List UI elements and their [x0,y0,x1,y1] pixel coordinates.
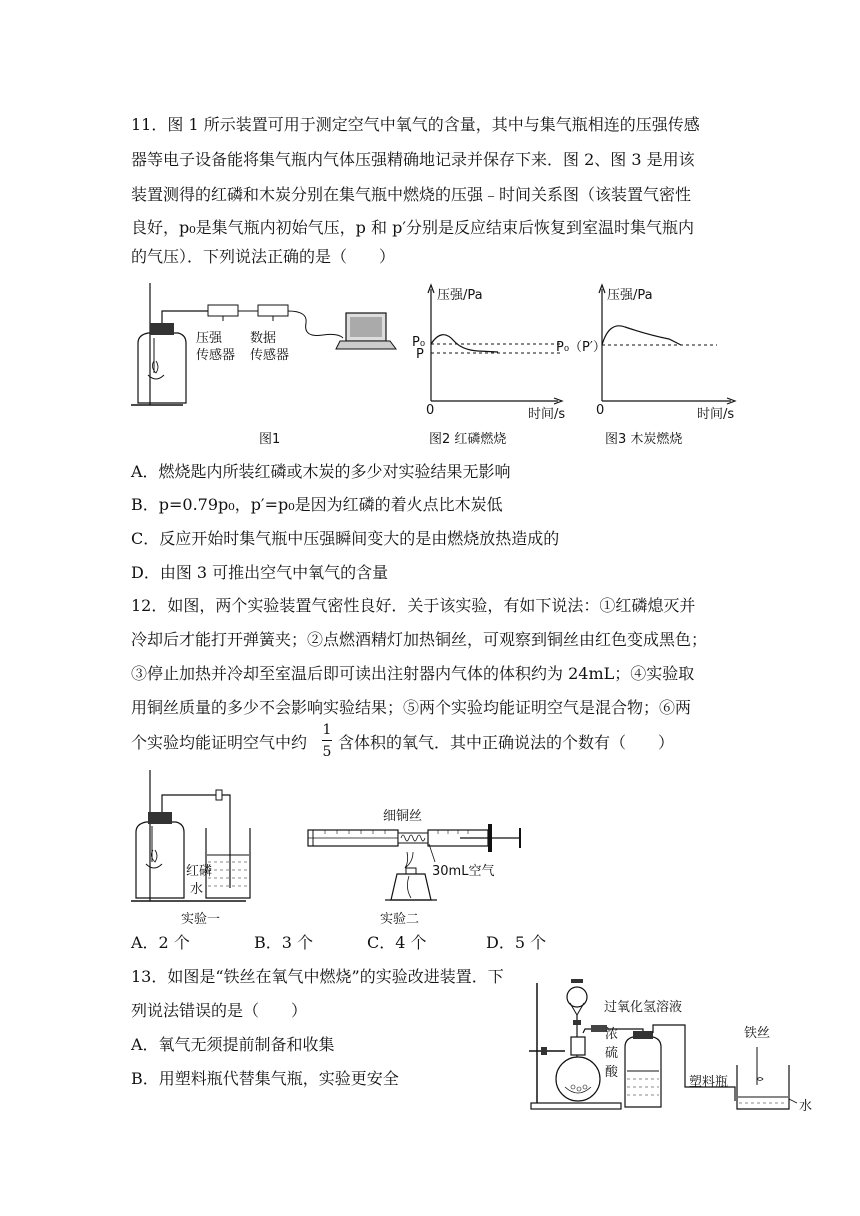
q13-label-acid-2: 硫 [605,1046,619,1061]
q12-line-5-before: 个实验均能证明空气中约 [131,733,308,752]
q11-option-c: C．反应开始时集气瓶中压强瞬间变大的是由燃烧放热造成的 [131,529,560,548]
fraction-numerator: 1 [322,722,332,738]
exp2-label-copper: 细铜丝 [383,809,423,824]
exp1-label-phosphorus: 红磷 [186,864,213,879]
q11-option-b: B．p=0.79p₀，p′=p₀是因为红磷的着火点比木炭低 [131,495,503,514]
q13-label-iron-wire: 铁丝 [744,1026,771,1041]
q13-line-1: 13．如图是“铁丝在氧气中燃烧”的实验改进装置．下 [131,967,504,986]
fig1-sensor1-line1: 压强 [196,331,223,346]
q13-option-a: A．氧气无须提前制备和收集 [131,1035,335,1054]
exp1-label-water: 水 [190,882,204,897]
q13-label-plastic-bottle: 塑料瓶 [689,1075,729,1090]
q12-option-c: C．4 个 [367,933,427,952]
q13-label-h2o2: 过氧化氢溶液 [604,1000,683,1015]
q11-line-4: 良好，p₀是集气瓶内初始气压，p 和 p′分别是反应结束后恢复到室温时集气瓶内 [131,218,694,237]
q13-label-acid-1: 浓 [605,1027,619,1042]
fig2-ylabel: 压强/Pa [437,288,483,303]
fig3-xlabel: 时间/s [697,407,735,422]
exp1-caption: 实验一 [181,912,221,927]
fig3-caption: 图3 木炭燃烧 [605,432,683,447]
fraction-denominator: 5 [322,744,332,760]
fig3-p0-label: P₀（P′） [556,340,606,355]
fig2-origin: 0 [426,403,435,418]
q12-line-3: ③停止加热并冷却至室温后即可读出注射器内气体的体积约为 24mL；④实验取 [131,664,695,683]
fig1-sensor2-line2: 传感器 [250,348,290,363]
q11-line-2: 器等电子设备能将集气瓶内气体压强精确地记录并保存下来．图 2、图 3 是用该 [131,150,695,169]
q12-option-a: A．2 个 [131,933,190,952]
fig1-sensor2-line1: 数据 [250,331,277,346]
fig2-p0-label: P₀ [412,335,426,350]
q13-label-acid-3: 酸 [605,1065,619,1080]
q12-line-2: 冷却后才能打开弹簧夹；②点燃酒精灯加热铜丝，可观察到铜丝由红色变成黑色； [131,630,708,649]
exp2-caption: 实验二 [380,912,420,927]
fig2-p-label: P [416,347,424,362]
fig2-xlabel: 时间/s [528,407,566,422]
exp2-label-air: 30mL空气 [432,864,495,879]
fig3-origin: 0 [596,403,605,418]
q11-line-5: 的气压）．下列说法正确的是（ ） [131,247,396,266]
q12-line-5-after: 含体积的氧气．其中正确说法的个数有（ ） [338,733,675,752]
q11-line-1: 11．图 1 所示装置可用于测定空气中氧气的含量，其中与集气瓶相连的压强传感 [131,115,700,134]
fig2-caption: 图2 红磷燃烧 [429,432,507,447]
fig1-sensor1-line2: 传感器 [196,348,236,363]
q12-option-d: D．5 个 [486,933,547,952]
q12-option-b: B．3 个 [254,933,314,952]
q11-option-a: A．燃烧匙内所装红磷或木炭的多少对实验结果无影响 [131,462,511,481]
q12-line-1: 12．如图，两个实验装置气密性良好．关于该实验，有如下说法：①红磷熄灭并 [131,596,696,615]
fig1-caption: 图1 [259,432,281,447]
q11-line-3: 装置测得的红磷和木炭分别在集气瓶中燃烧的压强﹣时间关系图（该装置气密性 [131,185,692,204]
fraction-bar [322,740,332,741]
q13-option-b: B．用塑料瓶代替集气瓶，实验更安全 [131,1069,399,1088]
q13-label-water: 水 [799,1099,813,1114]
q11-option-d: D．由图 3 可推出空气中氧气的含量 [131,563,389,582]
q12-line-4: 用铜丝质量的多少不会影响实验结果；⑤两个实验均能证明空气是混合物；⑥两 [131,698,692,717]
fig3-ylabel: 压强/Pa [607,288,653,303]
q13-line-2: 列说法错误的是（ ） [131,1001,308,1020]
